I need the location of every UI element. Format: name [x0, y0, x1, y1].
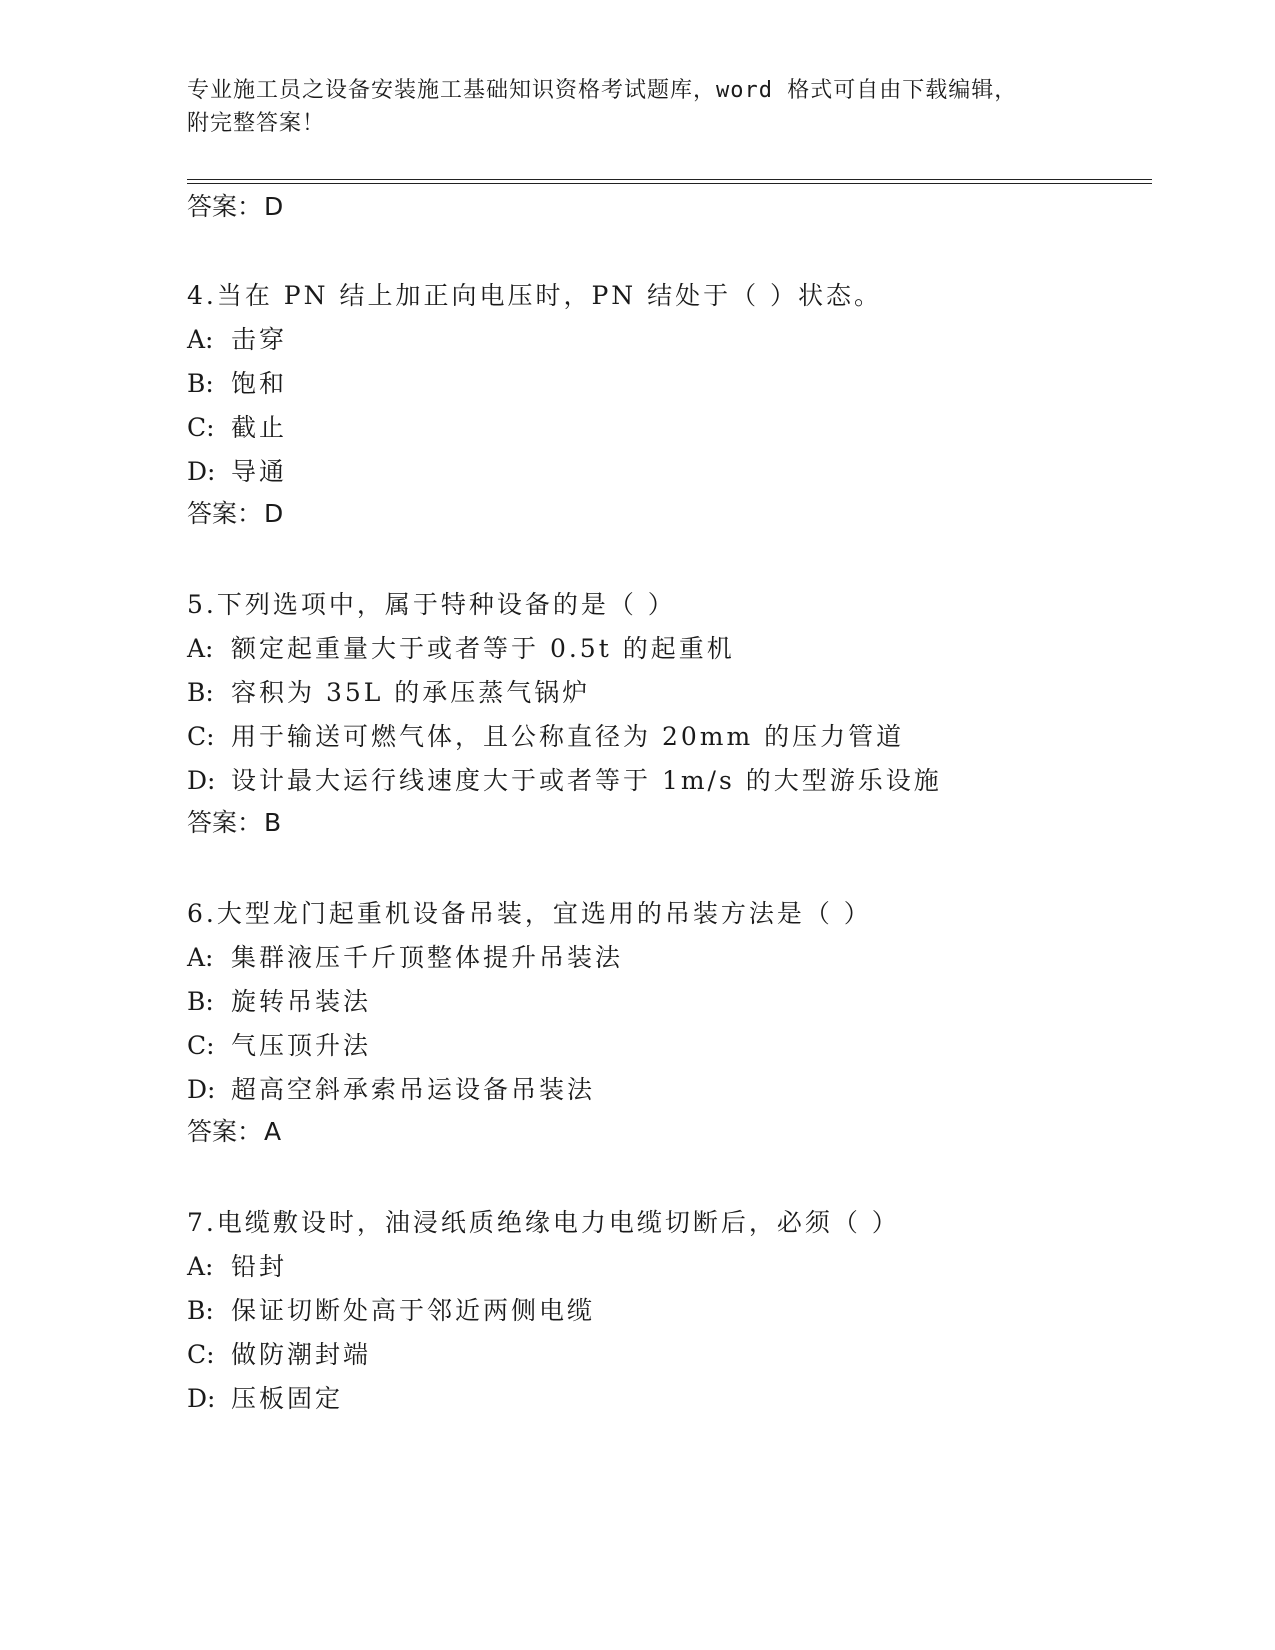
option-b — [187, 678, 590, 708]
option-text: 超高空斜承索吊运设备吊装法 — [231, 1075, 596, 1104]
option-c — [187, 1340, 371, 1370]
header-line-1: 专业施工员之设备安装施工基础知识资格考试题库，word 格式可自由下载编辑， — [187, 78, 1018, 103]
answer-value: A — [264, 1117, 282, 1146]
option-text: 导通 — [231, 457, 288, 486]
option-letter: C: — [187, 722, 215, 751]
option-a — [187, 943, 623, 973]
option-letter: C: — [187, 1031, 215, 1060]
option-letter: C: — [187, 413, 215, 442]
option-letter: A: — [187, 943, 214, 972]
option-letter: A: — [187, 634, 214, 663]
option-text: 铅封 — [231, 1252, 288, 1281]
option-text: 做防潮封端 — [231, 1340, 372, 1369]
option-letter: D: — [187, 766, 216, 795]
option-c — [187, 413, 287, 443]
option-letter: D: — [187, 1075, 216, 1104]
answer-line — [187, 499, 283, 529]
header-divider-top — [187, 179, 1152, 180]
option-text: 容积为 35L 的承压蒸气锅炉 — [231, 678, 591, 707]
option-text: 压板固定 — [231, 1384, 344, 1413]
answer-label: 答案： — [187, 1117, 263, 1146]
option-c — [187, 722, 904, 752]
answer-value: D — [264, 192, 284, 221]
option-letter: A: — [187, 1252, 214, 1281]
answer-label: 答案： — [187, 192, 263, 221]
option-letter: C: — [187, 1340, 215, 1369]
option-d — [187, 1075, 595, 1105]
header-divider-bottom — [187, 183, 1152, 184]
option-c — [187, 1031, 371, 1061]
option-text: 截止 — [231, 413, 288, 442]
option-a — [187, 634, 735, 664]
option-text: 击穿 — [231, 325, 288, 354]
option-text: 旋转吊装法 — [231, 987, 372, 1016]
question-stem: 4.当在 PN 结上加正向电压时，PN 结处于（ ）状态。 — [187, 281, 883, 310]
option-text: 集群液压千斤顶整体提升吊装法 — [231, 943, 624, 972]
option-text: 饱和 — [231, 369, 288, 398]
option-letter: B: — [187, 1296, 214, 1325]
option-letter: B: — [187, 678, 214, 707]
option-b — [187, 1296, 595, 1326]
question-stem: 6.大型龙门起重机设备吊装，宜选用的吊装方法是（ ） — [187, 899, 872, 928]
document-header — [187, 74, 1147, 140]
option-letter: B: — [187, 987, 214, 1016]
previous-answer-line — [187, 192, 283, 222]
option-d — [187, 457, 287, 487]
question-stem: 7.电缆敷设时，油浸纸质绝缘电力电缆切断后，必须（ ） — [187, 1208, 900, 1237]
option-d — [187, 1384, 343, 1414]
question-stem: 5.下列选项中，属于特种设备的是（ ） — [187, 590, 676, 619]
option-b — [187, 987, 371, 1017]
answer-line — [187, 808, 281, 838]
answer-label: 答案： — [187, 499, 263, 528]
option-text: 设计最大运行线速度大于或者等于 1m/s 的大型游乐设施 — [231, 766, 942, 795]
answer-value: D — [264, 499, 284, 528]
option-letter: D: — [187, 1384, 216, 1413]
answer-label: 答案： — [187, 808, 263, 837]
option-d — [187, 766, 942, 796]
option-letter: B: — [187, 369, 214, 398]
option-text: 用于输送可燃气体，且公称直径为 20mm 的压力管道 — [231, 722, 905, 751]
option-text: 气压顶升法 — [231, 1031, 372, 1060]
header-line-2: 附完整答案！ — [187, 111, 326, 136]
option-letter: A: — [187, 325, 214, 354]
answer-line — [187, 1117, 281, 1147]
option-text: 保证切断处高于邻近两侧电缆 — [231, 1296, 596, 1325]
option-a — [187, 325, 287, 355]
option-b — [187, 369, 287, 399]
option-a — [187, 1252, 287, 1282]
option-letter: D: — [187, 457, 216, 486]
option-text: 额定起重量大于或者等于 0.5t 的起重机 — [231, 634, 735, 663]
answer-value: B — [264, 808, 282, 837]
